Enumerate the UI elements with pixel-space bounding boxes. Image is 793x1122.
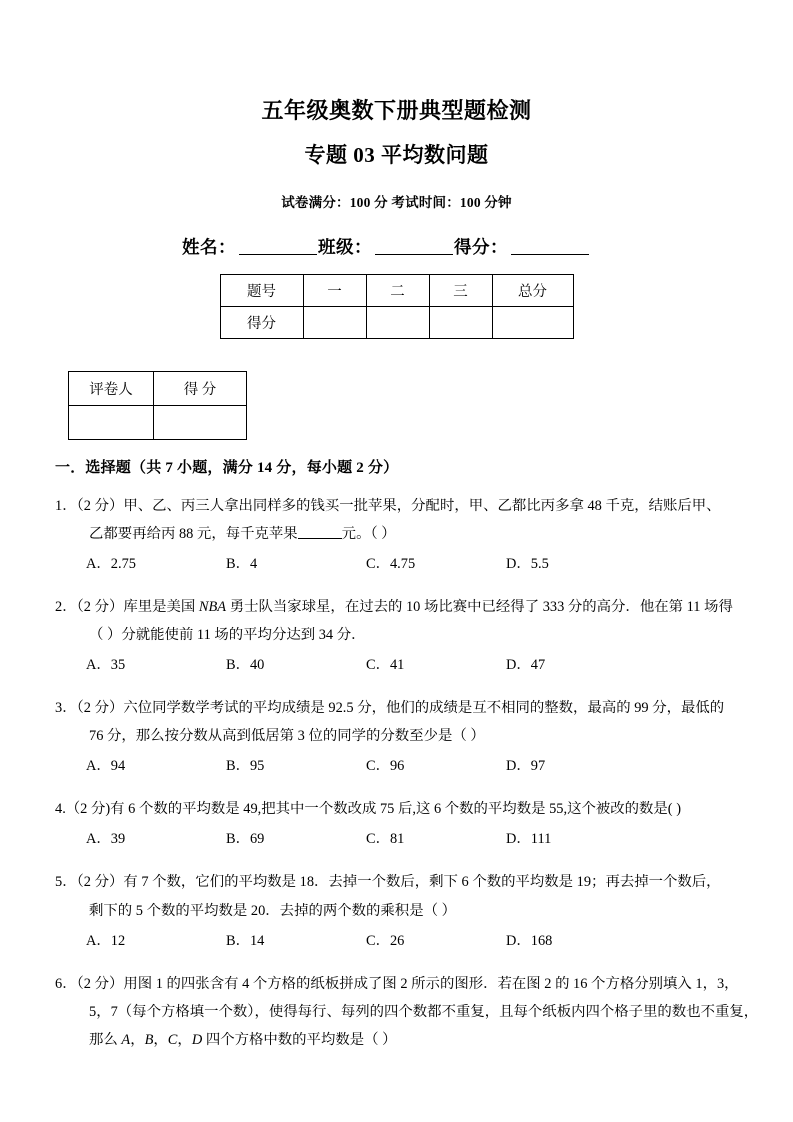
question-2-line-1: 2．（2 分）库里是美国 NBA 勇士队当家球星，在过去的 10 场比赛中已经得了 333 分的高分．他在第 11 场得 [55,598,733,615]
page-subtitle: 专题 03 平均数问题 [304,143,489,168]
option-c[interactable]: C．96 [366,758,405,775]
option-c[interactable]: C．81 [366,831,405,848]
score-table-entry-cell[interactable] [429,306,492,338]
score-table-entry-cell[interactable] [366,306,429,338]
grader-table-container [68,371,741,440]
question-1-line-2 [55,520,741,548]
question-3-line-1: 3．（2 分）六位同学数学考试的平均成绩是 92.5 分，他们的成绩是互不相同的整数，最高的 99 分，最低的 [55,700,725,717]
grader-table-cell: 得 分 [154,371,247,405]
option-b[interactable]: B．40 [226,656,265,673]
score-label: 得分： [454,236,508,257]
question-1-line-1: 1．（2 分）甲、乙、丙三人拿出同样多的钱买一批苹果，分配时，甲、乙都比丙多拿 48 千克，结账后甲、 [55,497,721,514]
question-1-options [52,550,741,578]
score-table-cell: 一 [303,274,366,306]
option-c[interactable]: C．41 [366,656,405,673]
page-title: 五年级奥数下册典型题检测 [261,98,532,123]
option-c[interactable]: C．26 [366,932,405,949]
question-6 [55,970,759,1054]
score-table-entry-cell[interactable] [492,306,573,338]
question-4-line-1: 4.（2 分)有 6 个数的平均数是 49,把其中一个数改成 75 后,这 6 个数的平均数是 55,这个被改的数是( ) [55,801,681,818]
score-table-cell: 总分 [492,274,573,306]
option-a[interactable]: A．12 [86,932,126,949]
score-table-entry-cell[interactable] [303,306,366,338]
answer-blank[interactable] [298,526,342,539]
question-3-line-2: 76 分，那么按分数从高到低居第 3 位的同学的分数至少是（ ） [89,728,485,745]
option-a[interactable]: A．94 [86,758,126,775]
option-c[interactable]: C．4.75 [366,555,416,572]
question-4-options [52,825,741,853]
option-b[interactable]: B．95 [226,758,265,775]
italic-token: B [144,1031,154,1048]
option-b[interactable]: B．69 [226,831,265,848]
italic-token: C [167,1031,178,1048]
student-id-line [52,234,741,259]
question-4 [55,795,741,823]
score-table [220,274,574,339]
question-1 [55,492,741,548]
question-5 [55,868,741,924]
table-row [220,306,573,338]
question-6-line-1: 6．（2 分）用图 1 的四张含有 4 个方格的纸板拼成了图 2 所示的图形．若在图 2 的 16 个方格分别填入 1，3， [55,975,739,992]
score-table-cell: 得分 [220,306,303,338]
grader-table [68,371,247,440]
option-d[interactable]: D．97 [506,758,546,775]
option-a[interactable]: A．39 [86,831,126,848]
section-header-choice: 一．选择题（共 7 小题，满分 14 分，每小题 2 分） [55,459,399,476]
grader-table-entry-cell[interactable] [69,405,154,439]
question-1-line-2-head: 乙都要再给丙 88 元，每千克苹果 [89,525,298,542]
table-row [69,371,247,405]
question-2-line-2: （ ）分就能使前 11 场的平均分达到 34 分． [89,626,366,643]
question-6-line-3: 那么 A，B，C，D 四个方格中数的平均数是（ ） [89,1031,397,1048]
score-table-cell: 二 [366,274,429,306]
option-d[interactable]: D．111 [506,831,552,848]
option-d[interactable]: D．168 [506,932,553,949]
question-2-options [52,651,741,679]
table-row [220,274,573,306]
score-table-cell: 题号 [220,274,303,306]
option-b[interactable]: B．14 [226,932,265,949]
table-row [69,405,247,439]
question-2 [55,593,741,649]
question-6-line-2: 5，7（每个方格填一个数），使得每行、每列的四个数都不重复，且每个纸板内四个格子里的数也不重复， [89,1003,759,1020]
option-d[interactable]: D．47 [506,656,546,673]
option-a[interactable]: A．35 [86,656,126,673]
option-a[interactable]: A．2.75 [86,555,136,572]
italic-token: A [121,1031,131,1048]
option-d[interactable]: D．5.5 [506,555,549,572]
italic-token: D [191,1031,203,1048]
name-input-blank[interactable] [239,240,317,255]
question-5-line-2: 剩下的 5 个数的平均数是 20．去掉的两个数的乘积是（ ） [89,902,456,919]
exam-info: 试卷满分：100 分 考试时间：100 分钟 [281,194,512,210]
question-3-options [52,752,741,780]
name-label: 姓名： [182,236,236,257]
italic-token: NBA [198,598,227,615]
class-label: 班级： [318,236,372,257]
class-input-blank[interactable] [375,240,453,255]
option-b[interactable]: B．4 [226,555,258,572]
grader-table-entry-cell[interactable] [154,405,247,439]
score-input-blank[interactable] [511,240,589,255]
question-1-line-2-tail: 元。（ ） [341,525,396,542]
question-5-line-1: 5．（2 分）有 7 个数，它们的平均数是 18．去掉一个数后，剩下 6 个数的平均数是 19；再去掉一个数后， [55,874,721,891]
grader-table-cell: 评卷人 [69,371,154,405]
score-table-cell: 三 [429,274,492,306]
question-3 [55,694,741,750]
score-table-container [52,274,741,339]
question-5-options [52,927,741,955]
